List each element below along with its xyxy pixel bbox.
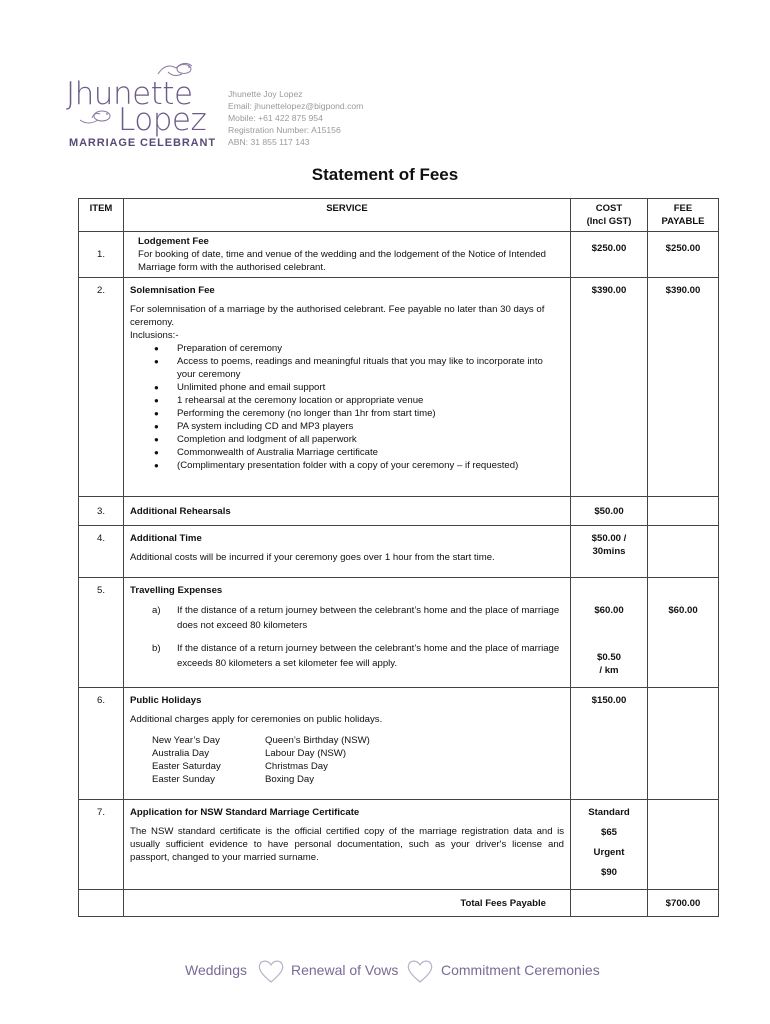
row-fee xyxy=(648,526,719,578)
total-item-cell xyxy=(79,890,124,917)
cost-standard-label: Standard xyxy=(588,807,630,818)
row-service xyxy=(124,578,571,688)
row-description: The NSW standard certificate is the official certified copy of the marriage registration data and is usually sufficient evidence to have personal documentation, such as your driver's license and passport, changed to your married surname. xyxy=(130,826,564,863)
table-row xyxy=(79,526,719,578)
header-fee-line2: PAYABLE xyxy=(661,216,705,227)
holiday-name: Christmas Day xyxy=(265,761,328,772)
celebrant-logo xyxy=(66,58,216,150)
table-header-row xyxy=(79,199,719,232)
row-cost-a: $60.00 xyxy=(594,605,624,616)
table-row xyxy=(79,497,719,526)
list-item: ● Performing the ceremony (no longer than 1hr from start time) xyxy=(177,407,564,420)
inclusions-list xyxy=(130,342,564,472)
row-description: Additional charges apply for ceremonies on public holidays. xyxy=(130,714,383,725)
holiday-name: Boxing Day xyxy=(265,774,315,785)
list-item: ● Commonwealth of Australia Marriage certificate xyxy=(177,446,564,459)
row-fee: $60.00 xyxy=(648,578,719,688)
row-item-number: 7. xyxy=(79,800,124,890)
row-title: Additional Rehearsals xyxy=(124,497,571,526)
row-title: Lodgement Fee xyxy=(138,236,209,247)
heart-icon xyxy=(256,957,286,985)
row-cost-line1: $50.00 / xyxy=(591,533,627,544)
row-cost-b-line1: $0.50 xyxy=(596,652,621,663)
option-b-marker: b) xyxy=(152,643,161,654)
table-row xyxy=(79,278,719,497)
list-item: ● Preparation of ceremony xyxy=(177,342,564,355)
header-cost-line2: (Incl GST) xyxy=(586,216,632,227)
contact-abn: ABN: 31 855 117 143 xyxy=(228,137,310,147)
holiday-name: Easter Saturday xyxy=(152,761,221,772)
list-item: ● PA system including CD and MP3 players xyxy=(177,420,564,433)
row-service xyxy=(124,688,571,800)
list-item: ● Completion and lodgment of all paperwork xyxy=(177,433,564,446)
header-fee xyxy=(648,199,719,232)
row-cost xyxy=(571,526,648,578)
holiday-name: Easter Sunday xyxy=(152,774,215,785)
bird-icon xyxy=(78,106,118,128)
footer-commitment: Commitment Ceremonies xyxy=(441,962,600,978)
row-cost: $390.00 xyxy=(571,278,648,497)
row-fee xyxy=(648,688,719,800)
row-title: Solemnisation Fee xyxy=(130,285,215,296)
holiday-name: Australia Day xyxy=(152,748,210,759)
logo-last-name: Lopez xyxy=(118,102,207,138)
row-item-number: 2. xyxy=(79,278,124,497)
row-service xyxy=(124,526,571,578)
row-cost xyxy=(571,800,648,890)
header-cost-line1: COST xyxy=(595,203,623,214)
header-item: ITEM xyxy=(79,199,124,232)
list-item: ● Unlimited phone and email support xyxy=(177,381,564,394)
table-row xyxy=(79,800,719,890)
document-title: Statement of Fees xyxy=(311,165,459,184)
row-cost: $250.00 xyxy=(571,232,648,278)
total-value: $700.00 xyxy=(648,890,719,917)
row-item-number: 4. xyxy=(79,526,124,578)
row-fee: $390.00 xyxy=(648,278,719,497)
row-cost-line2: 30mins xyxy=(592,546,626,557)
logo-subtitle: MARRIAGE CELEBRANT xyxy=(69,137,216,149)
row-description: Additional costs will be incurred if your ceremony goes over 1 hour from the start time. xyxy=(130,552,495,563)
cost-standard: $65 xyxy=(600,827,617,838)
contact-email: Email: jhunettelopez@bigpond.com xyxy=(228,101,364,111)
row-service xyxy=(124,278,571,497)
table-row xyxy=(79,232,719,278)
row-title: Application for NSW Standard Marriage Certificate xyxy=(130,807,360,818)
row-service xyxy=(124,800,571,890)
logo-first-name: Jhunette xyxy=(66,76,193,112)
list-item: ● 1 rehearsal at the ceremony location or appropriate venue xyxy=(177,394,564,407)
row-item-number: 3. xyxy=(79,497,124,526)
cost-urgent: $90 xyxy=(600,867,617,878)
heart-icon xyxy=(405,957,435,985)
option-b xyxy=(130,641,564,671)
total-cost-cell xyxy=(571,890,648,917)
footer-tagline xyxy=(0,957,770,985)
contact-name: Jhunette Joy Lopez xyxy=(228,89,303,99)
contact-registration: Registration Number: A15156 xyxy=(228,125,341,135)
list-item: ● (Complimentary presentation folder with a copy of your ceremony – if requested) xyxy=(177,459,564,472)
list-item xyxy=(152,773,564,786)
option-a-text: If the distance of a return journey between the celebrant’s home and the place of marriage does not exceed 80 kilometers xyxy=(177,605,560,631)
holiday-name: New Year’s Day xyxy=(152,735,220,746)
list-item xyxy=(152,760,564,773)
list-item xyxy=(152,734,564,747)
header-cost xyxy=(571,199,648,232)
row-fee xyxy=(648,497,719,526)
row-fee xyxy=(648,800,719,890)
holiday-list xyxy=(152,734,564,786)
fees-table xyxy=(78,198,719,917)
row-description: For solemnisation of a marriage by the authorised celebrant. Fee payable no later than 30 days of ceremony. xyxy=(130,304,545,328)
row-item-number: 5. xyxy=(79,578,124,688)
inclusions-label: Inclusions:- xyxy=(130,330,179,341)
cost-urgent-label: Urgent xyxy=(593,847,625,858)
row-title: Travelling Expenses xyxy=(130,585,223,596)
option-b-text: If the distance of a return journey between the celebrant’s home and the place of marriage exceeds 80 kilometers a set kilometer fee will apply. xyxy=(177,643,560,669)
row-title: Additional Time xyxy=(130,533,202,544)
row-fee: $250.00 xyxy=(648,232,719,278)
row-item-number: 1. xyxy=(79,232,124,278)
row-description: For booking of date, time and venue of the wedding and the lodgement of the Notice of Intended Marriage form with the authorised celebrant. xyxy=(138,249,547,273)
option-a-marker: a) xyxy=(152,605,161,616)
row-service xyxy=(124,232,571,278)
list-item xyxy=(152,747,564,760)
table-row xyxy=(79,578,719,688)
table-row xyxy=(79,688,719,800)
row-cost: $50.00 xyxy=(571,497,648,526)
row-cost xyxy=(571,578,648,688)
row-cost-b-line2: / km xyxy=(599,665,619,676)
contact-block xyxy=(228,88,363,148)
list-item: ● Access to poems, readings and meaningful rituals that you may like to incorporate into your ceremony xyxy=(177,355,564,381)
total-row xyxy=(79,890,719,917)
total-label: Total Fees Payable xyxy=(124,890,571,917)
header-fee-line1: FEE xyxy=(673,203,693,214)
holiday-name: Queen’s Birthday (NSW) xyxy=(265,735,370,746)
contact-mobile: Mobile: +61 422 875 954 xyxy=(228,113,323,123)
footer-renewal: Renewal of Vows xyxy=(291,962,399,978)
footer-weddings: Weddings xyxy=(185,962,248,978)
row-cost: $150.00 xyxy=(571,688,648,800)
option-a xyxy=(130,603,564,633)
row-title: Public Holidays xyxy=(130,695,202,706)
header-service: SERVICE xyxy=(124,199,571,232)
holiday-name: Labour Day (NSW) xyxy=(265,748,347,759)
row-item-number: 6. xyxy=(79,688,124,800)
